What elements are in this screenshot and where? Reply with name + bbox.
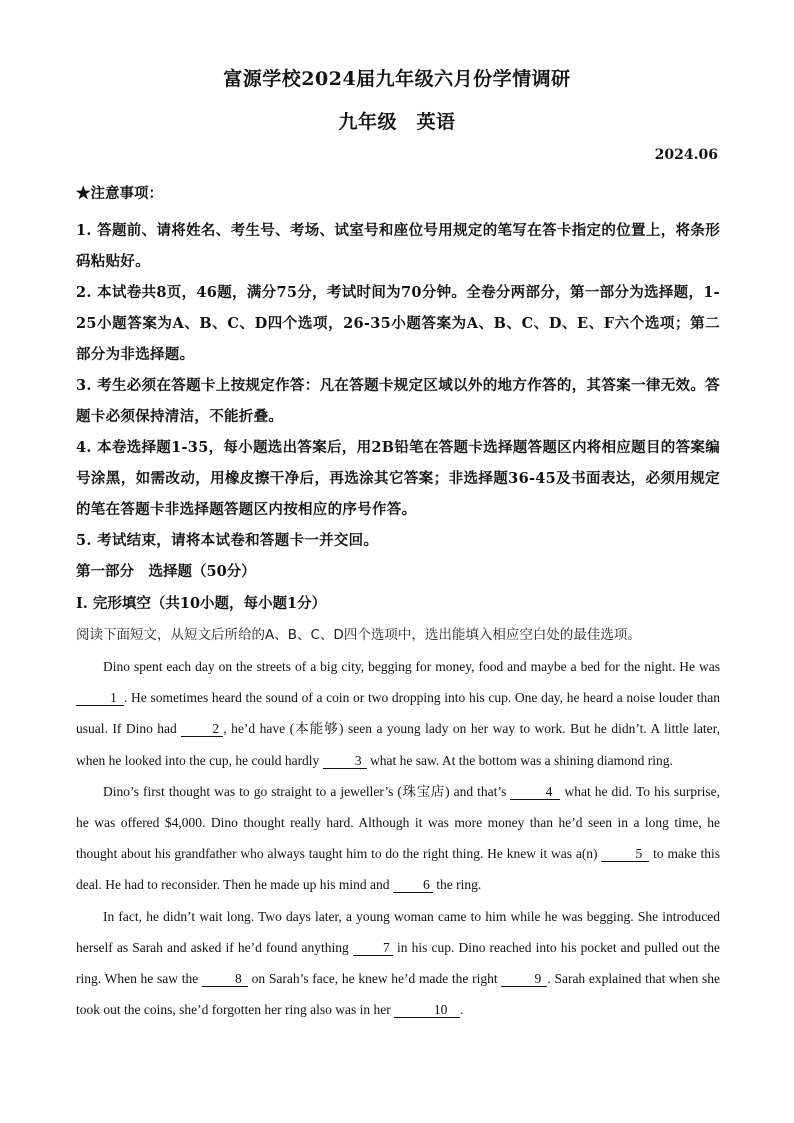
notice-item: 5. 考试结束，请将本试卷和答题卡一并交回。 xyxy=(76,532,379,549)
notice-item: 4. 本卷选择题1-35，每小题选出答案后，用2B铅笔在答题卡选择题答题区内将相应题目的答案编号涂黑，如需改动，用橡皮擦干净后，再选涂其它答案；非选择题36-45及书面表达，必须用规定的笔在答题卡非选择题答题区内按相应的序号作答。 xyxy=(76,439,720,518)
passage-text: in his cup. Dino reached into his pocket and pulled out the ring. When he saw the xyxy=(76,939,720,987)
blank-8: 8 xyxy=(202,971,248,987)
blank-4: 4 xyxy=(510,784,560,800)
passage-text: . xyxy=(460,1002,464,1018)
notice-list xyxy=(76,215,720,556)
blank-7: 7 xyxy=(353,940,393,956)
passage-paragraph xyxy=(76,901,720,1026)
passage-text: In fact, he didn’t wait long. Two days later, a young woman came to him while he was begging. She introduced herself as Sarah and asked if he’d found anything xyxy=(76,908,720,955)
passage-text: Dino’s first thought was to go straight to a jeweller’s (珠宝店) and that’s xyxy=(103,783,511,799)
section-instruction: 阅读下面短文，从短文后所给的A、B、C、D四个选项中，选出能填入相应空白处的最佳选项。 xyxy=(76,627,641,643)
passage-text: the ring. xyxy=(432,877,482,893)
blank-10: 10 xyxy=(394,1002,460,1018)
passage-text: what he saw. At the bottom was a shining diamond ring. xyxy=(366,752,673,768)
section-heading: I. 完形填空（共10小题，每小题1分） xyxy=(76,595,327,612)
notice-heading: ★注意事项： xyxy=(76,185,163,202)
blank-2: 2 xyxy=(181,721,223,737)
notice-item: 3. 考生必须在答题卡上按规定作答：凡在答题卡规定区域以外的地方作答的，其答案一律无效。答题卡必须保持清洁，不能折叠。 xyxy=(76,377,720,425)
blank-3: 3 xyxy=(323,753,367,769)
passage-text: . Sarah explained that when she took out the coins, she’d forgotten her ring also was in her xyxy=(76,971,720,1018)
part-heading: 第一部分 选择题（50分） xyxy=(76,563,256,580)
exam-title: 富源学校2024届九年级六月份学情调研 xyxy=(223,68,571,90)
passage-paragraph xyxy=(76,776,720,901)
passage-text: , he’d have (本能够) seen a young lady on her way to work. But he didn’t. A little later, when he looked into the cup, he could hardly xyxy=(76,721,721,768)
exam-subtitle: 九年级 英语 xyxy=(338,111,456,133)
passage-text: . He sometimes heard the sound of a coin or two dropping into his cup. One day, he heard a noise louder than usual. If Dino had xyxy=(76,690,720,737)
passage-text: on Sarah’s face, he knew he’d made the right xyxy=(247,971,502,987)
blank-5: 5 xyxy=(601,846,649,862)
blank-6: 6 xyxy=(393,877,433,893)
blank-1: 1 xyxy=(76,690,124,706)
notice-item: 1. 答题前、请将姓名、考生号、考场、试室号和座位号用规定的笔写在答卡指定的位置上，将条形码粘贴好。 xyxy=(76,222,720,270)
exam-date: 2024.06 xyxy=(654,147,718,163)
passage-text: Dino spent each day on the streets of a big city, begging for money, food and maybe a bed for the night. He was xyxy=(103,659,720,674)
passage-paragraph xyxy=(76,651,720,776)
blank-9: 9 xyxy=(501,971,547,987)
passage-text: what he did. To his surprise, he was offered $4,000. Dino thought really hard. Although it was more money than he’d seen in a long time, he thought about his grandfather who always taught him to do the right thing. He knew it was a(n) xyxy=(76,783,720,862)
cloze-passage xyxy=(76,651,720,1025)
notice-item: 2. 本试卷共8页，46题，满分75分，考试时间为70分钟。全卷分两部分，第一部分为选择题，1-25小题答案为A、B、C、D四个选项，26-35小题答案为A、B、C、D、E、F六个选项；第二部分为非选择题。 xyxy=(76,284,720,363)
passage-text: to make this deal. He had to reconsider. Then he made up his mind and xyxy=(76,846,720,893)
